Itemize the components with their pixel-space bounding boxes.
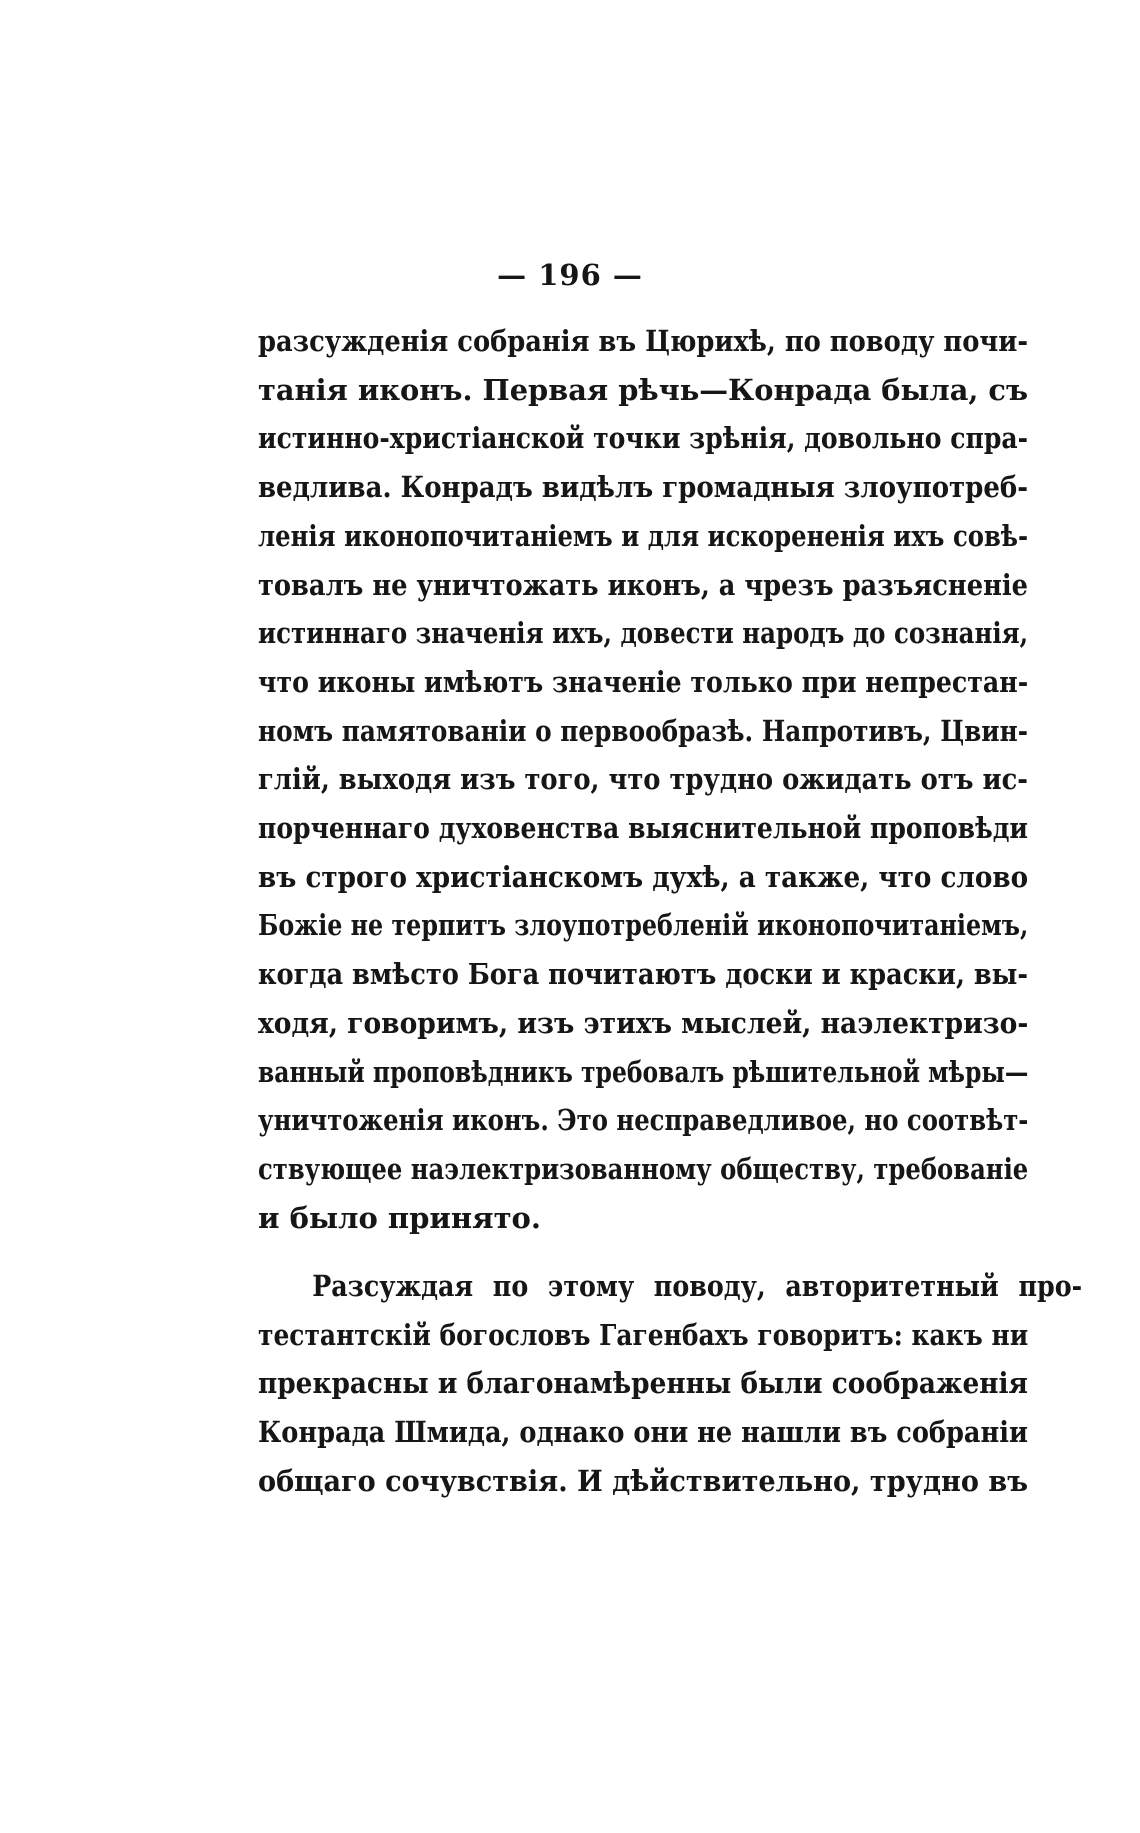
text-line: ленія иконопочитаніемъ и для искорененія ихъ совѣ-	[258, 518, 1029, 553]
paragraph-2	[258, 1262, 1083, 1506]
text-line: номъ памятованіи о первообразѣ. Напротивъ, Цвин-	[258, 713, 1028, 748]
text-line: товалъ не уничтожать иконъ, а чрезъ разъясненіе	[258, 567, 1029, 602]
text-line: Божіе не терпитъ злоупотребленій иконопочитаніемъ,	[258, 908, 1029, 943]
text-line: когда вмѣсто Бога почитаютъ доски и краски, вы-	[258, 957, 1029, 992]
text-line: прекрасны и благонамѣренны были соображенія	[258, 1366, 1028, 1401]
text-line: ходя, говоримъ, изъ этихъ мыслей, наэлектризо-	[258, 1005, 1029, 1040]
text-line: и было принято.	[258, 1200, 541, 1235]
text-line: что иконы имѣютъ значеніе только при непрестан-	[258, 664, 1029, 699]
text-line: ствующее наэлектризованному обществу, требованіе	[258, 1151, 1029, 1186]
text-line: порченнаго духовенства выяснительной проповѣди	[258, 811, 1029, 846]
text-line: тестантскій богословъ Гагенбахъ говоритъ: какъ ни	[258, 1317, 1029, 1352]
text-line: истинно-христіанской точки зрѣнія, довольно спра-	[258, 421, 1029, 456]
text-line: общаго сочувствія. И дѣйствительно, трудно въ	[258, 1463, 1029, 1498]
text-line: ванный проповѣдникъ требовалъ рѣшительной мѣры—	[258, 1054, 1029, 1089]
paragraph-1	[258, 317, 1028, 1242]
text-line: въ строго христіанскомъ духѣ, а также, что слово	[258, 859, 1029, 894]
text-line: ведлива. Конрадъ видѣлъ громадныя злоупотреб-	[258, 470, 1029, 505]
text-line: истиннаго значенія ихъ, довести народъ до сознанія,	[258, 616, 1029, 651]
text-line: Разсуждая по этому поводу, авторитетный про-	[312, 1269, 1083, 1303]
page-number: — 196 —	[497, 258, 643, 292]
text-line: глій, выходя изъ того, что трудно ожидать отъ ис-	[258, 762, 1028, 797]
text-line: разсужденія собранія въ Цюрихѣ, по поводу почи-	[258, 324, 1029, 358]
text-line: уничтоженія иконъ. Это несправедливое, но соотвѣт-	[258, 1103, 1029, 1138]
text-line: танія иконъ. Первая рѣчь—Конрада была, съ	[258, 372, 1029, 407]
text-line: Конрада Шмида, однако они не нашли въ собраніи	[258, 1415, 1028, 1450]
